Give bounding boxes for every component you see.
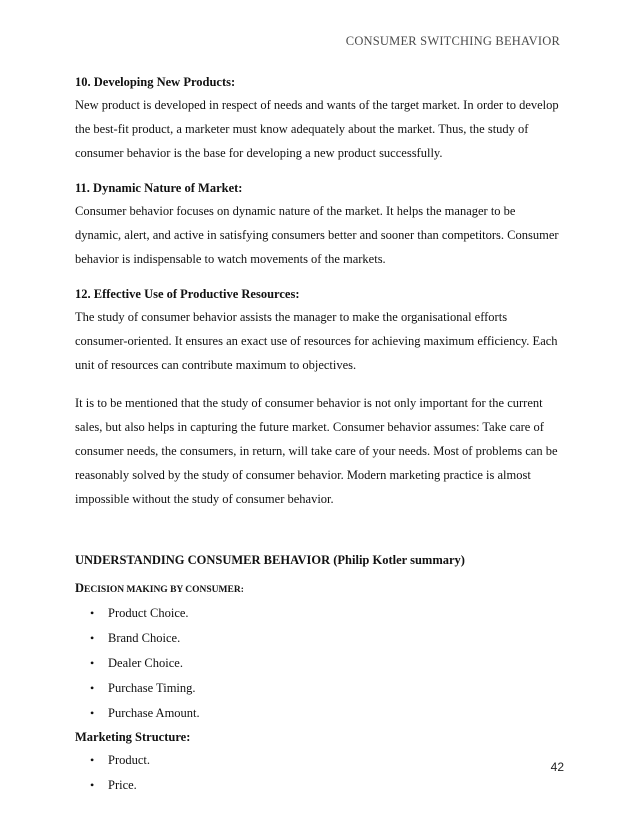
- list-item-text: Dealer Choice.: [108, 656, 183, 670]
- paragraph-line: The study of consumer behavior assists the manager to make the organisational efforts: [75, 310, 508, 324]
- list-item-text: Product.: [108, 753, 151, 767]
- list-item-text: Price.: [108, 778, 137, 792]
- decision-making-heading: [75, 577, 565, 601]
- paragraph-line: behavior is indispensable to watch movements of the markets.: [75, 252, 386, 266]
- paragraph-line: consumer needs, the consumers, in return, will take care of your needs. Most of problems can be: [75, 444, 558, 458]
- section-effective-use-of-resources: [75, 283, 565, 377]
- paragraph-line: unit of resources can contribute maximum to objectives.: [75, 358, 357, 372]
- paragraph-line: consumer behavior is the base for developing a new product successfully.: [75, 146, 443, 160]
- bullet-icon: •: [90, 778, 95, 792]
- closing-paragraph: [75, 391, 565, 511]
- decision-list: [75, 601, 565, 726]
- bullet-icon: •: [90, 606, 95, 620]
- list-item: [75, 626, 565, 651]
- section-heading: 10. Developing New Products:: [75, 75, 236, 89]
- list-item-text: Purchase Timing.: [108, 681, 196, 695]
- bullet-icon: •: [90, 656, 95, 670]
- consumer-behavior-summary: [75, 549, 565, 798]
- list-item: [75, 651, 565, 676]
- paragraph-line: Consumer behavior focuses on dynamic nature of the market. It helps the manager to be: [75, 204, 516, 218]
- paragraph-line: impossible without the study of consumer behavior.: [75, 492, 334, 506]
- bullet-icon: •: [90, 706, 95, 720]
- marketing-list: [75, 748, 565, 798]
- section-dynamic-nature-of-market: [75, 177, 565, 271]
- section-developing-new-products: [75, 71, 565, 165]
- bullet-icon: •: [90, 631, 95, 645]
- marketing-structure-heading: Marketing Structure:: [75, 730, 191, 744]
- list-item: [75, 601, 565, 626]
- section-heading: 12. Effective Use of Productive Resources:: [75, 287, 300, 301]
- list-item-text: Purchase Amount.: [108, 706, 200, 720]
- page-number: 42: [550, 760, 564, 774]
- paragraph-line: reasonably solved by the study of consumer behavior. Modern marketing practice is almost: [75, 468, 531, 482]
- running-header: CONSUMER SWITCHING BEHAVIOR: [345, 34, 560, 48]
- paragraph-line: sales, but also helps in capturing the future market. Consumer behavior assumes: Take care of: [75, 420, 544, 434]
- list-item-text: Product Choice.: [108, 606, 189, 620]
- paragraph-line: consumer-oriented. It ensures an exact use of resources for achieving maximum efficiency. Each: [75, 334, 558, 348]
- bullet-icon: •: [90, 681, 95, 695]
- paragraph-line: New product is developed in respect of needs and wants of the target market. In order to develop: [75, 98, 559, 112]
- paragraph-line: the best-fit product, a marketer must know adequately about the market. Thus, the study of: [75, 122, 529, 136]
- page-content: [75, 71, 565, 798]
- list-item-text: Brand Choice.: [108, 631, 181, 645]
- decision-heading-initial: D: [75, 581, 85, 595]
- list-item: [75, 748, 565, 773]
- list-item: [75, 773, 565, 798]
- paragraph-line: dynamic, alert, and active in satisfying consumers better and sooner than competitors. Consumer: [75, 228, 559, 242]
- list-item: [75, 676, 565, 701]
- decision-heading-rest: ECISION MAKING BY CONSUMER:: [84, 585, 244, 595]
- bullet-icon: •: [90, 753, 95, 767]
- list-item: [75, 701, 565, 726]
- paragraph-line: It is to be mentioned that the study of consumer behavior is not only important for the current: [75, 396, 543, 410]
- summary-heading: UNDERSTANDING CONSUMER BEHAVIOR (Philip Kotler summary): [75, 553, 465, 567]
- section-heading: 11. Dynamic Nature of Market:: [75, 181, 243, 195]
